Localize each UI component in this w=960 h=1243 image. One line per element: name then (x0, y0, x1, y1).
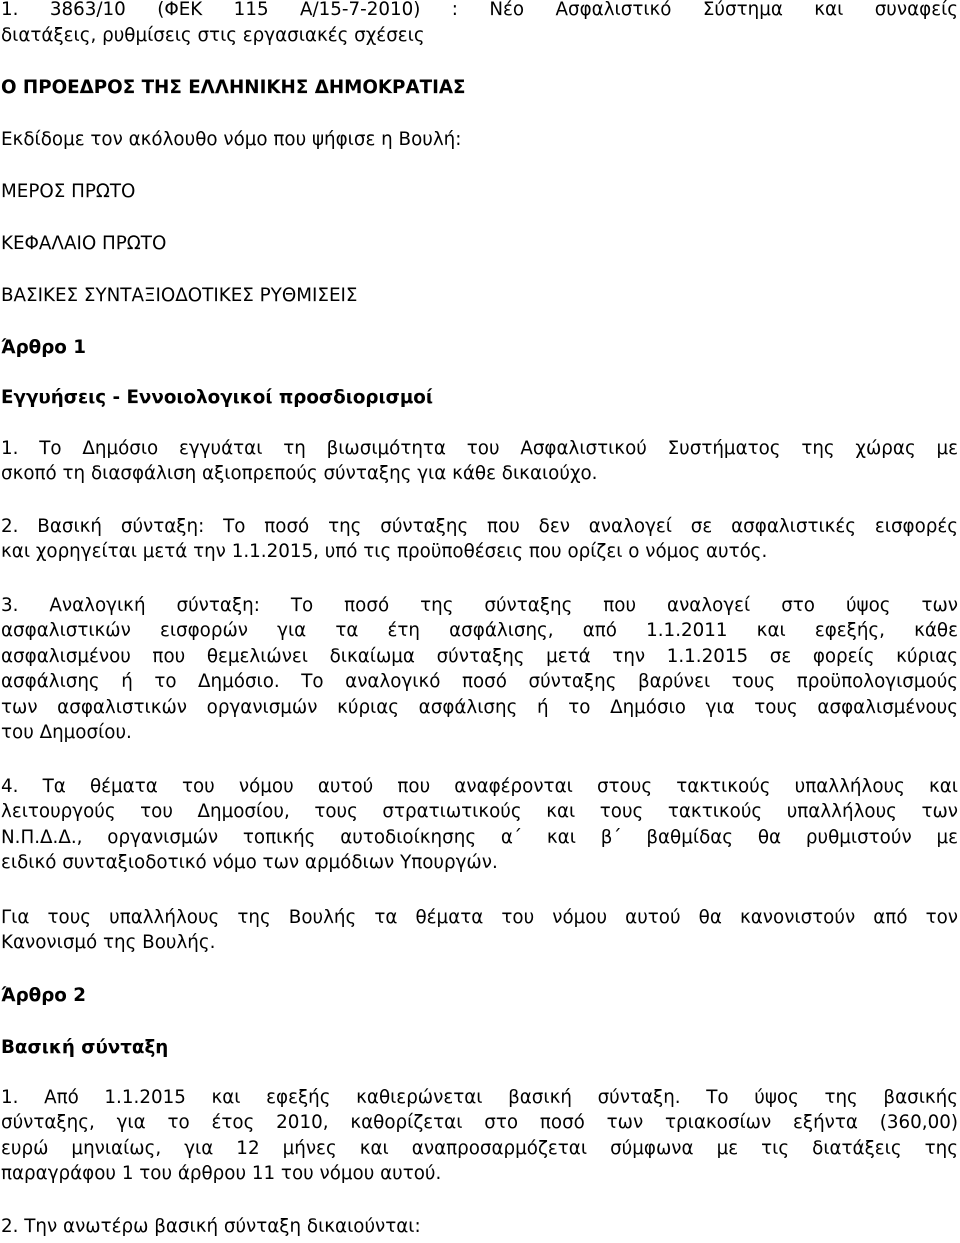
paragraph-line: λειτουργούς του Δημοσίου, τους στρατιωτικούς και τους τακτικούς υπαλλήλους των (1, 801, 958, 823)
article-2-subheading: Βασική σύνταξη (1, 1037, 169, 1058)
paragraph-line: Κανονισμό της Βουλής. (1, 932, 216, 954)
law-title-line-1: 1. 3863/10 (ΦΕΚ 115 Α/15-7-2010) : Νέο Ασφαλιστικό Σύστημα και συναφείς (1, 0, 958, 20)
article-1-paragraph-2 (1, 514, 958, 565)
article-1-paragraph-4 (1, 774, 958, 876)
paragraph-line: και χορηγείται μετά την 1.1.2015, υπό τις προϋποθέσεις που ορίζει ο νόμος αυτός. (1, 541, 768, 563)
paragraph-line: ειδικό συνταξιοδοτικό νόμο των αρμόδιων Υπουργών. (1, 852, 498, 874)
article-1-subheading: Εγγυήσεις - Εννοιολογικοί προσδιορισμοί (1, 387, 433, 408)
paragraph-line: 3. Αναλογική σύνταξη: Το ποσό της σύνταξης που αναλογεί στο ύψος των (1, 595, 958, 616)
paragraph-line: 1. Το Δημόσιο εγγυάται τη βιωσιμότητα του Ασφαλιστικού Συστήματος της χώρας με (1, 438, 958, 459)
paragraph-line: 2. Βασική σύνταξη: Το ποσό της σύνταξης που δεν αναλογεί σε ασφαλιστικές εισφορές (1, 516, 958, 537)
paragraph-line: 1. Από 1.1.2015 και εφεξής καθιερώνεται βασική σύνταξη. Το ύψος της βασικής (1, 1087, 958, 1108)
chapter-heading: ΚΕΦΑΛΑΙΟ ΠΡΩΤΟ (1, 233, 167, 254)
paragraph-line: παραγράφου 1 του άρθρου 11 του νόμου αυτού. (1, 1163, 442, 1185)
article-2-paragraph-1 (1, 1085, 958, 1187)
paragraph-line: 2. Την ανωτέρω βασική σύνταξη δικαιούνται: (1, 1216, 421, 1237)
part-heading: ΜΕΡΟΣ ΠΡΩΤΟ (1, 181, 136, 202)
article-1-paragraph-3 (1, 593, 958, 745)
paragraph-line: Για τους υπαλλήλους της Βουλής τα θέματα του νόμου αυτού θα κανονιστούν από τον (1, 907, 958, 928)
paragraph-line: ευρώ μηνιαίως, για 12 μήνες και αναπροσαρμόζεται σύμφωνα με τις διατάξεις της (1, 1137, 958, 1159)
law-title-line-2: διατάξεις, ρυθμίσεις στις εργασιακές σχέσεις (1, 25, 425, 46)
paragraph-line: ασφάλισης ή το Δημόσιο. Το αναλογικό ποσό σύνταξης βαρύνει τους προϋπολογισμούς (1, 671, 958, 693)
paragraph-line: των ασφαλιστικών οργανισμών κύριας ασφάλισης ή το Δημόσιο για τους ασφαλισμένους (1, 696, 958, 718)
president-heading: Ο ΠΡΟΕΔΡΟΣ ΤΗΣ ΕΛΛΗΝΙΚΗΣ ΔΗΜΟΚΡΑΤΙΑΣ (1, 77, 466, 98)
paragraph-line: ασφαλισμένου που θεμελιώνει δικαίωμα σύνταξης μετά την 1.1.2015 σε φορείς κύριας (1, 645, 958, 667)
article-2-heading: Άρθρο 2 (1, 985, 86, 1006)
article-2-paragraph-2 (1, 1214, 958, 1239)
enactment-clause: Εκδίδομε τον ακόλουθο νόμο που ψήφισε η Βουλή: (1, 129, 462, 150)
article-1-paragraph-1 (1, 436, 958, 487)
paragraph-line: Ν.Π.Δ.Δ., οργανισμών τοπικής αυτοδιοίκησης α΄ και β΄ βαθμίδας θα ρυθμιστούν με (1, 826, 958, 848)
paragraph-line: σύνταξης, για το έτος 2010, καθορίζεται στο ποσό των τριακοσίων εξήντα (360,00) (1, 1112, 958, 1134)
paragraph-line: του Δημοσίου. (1, 721, 132, 743)
chapter-title: ΒΑΣΙΚΕΣ ΣΥΝΤΑΞΙΟΔΟΤΙΚΕΣ ΡΥΘΜΙΣΕΙΣ (1, 285, 358, 306)
article-1-parliament-paragraph (1, 905, 958, 956)
paragraph-line: ασφαλιστικών εισφορών για τα έτη ασφάλισης, από 1.1.2011 και εφεξής, κάθε (1, 620, 958, 642)
paragraph-line: 4. Τα θέματα του νόμου αυτού που αναφέρονται στους τακτικούς υπαλλήλους και (1, 776, 958, 797)
paragraph-line: σκοπό τη διασφάλιση αξιοπρεπούς σύνταξης για κάθε δικαιούχο. (1, 463, 598, 485)
article-1-heading: Άρθρο 1 (1, 337, 86, 358)
